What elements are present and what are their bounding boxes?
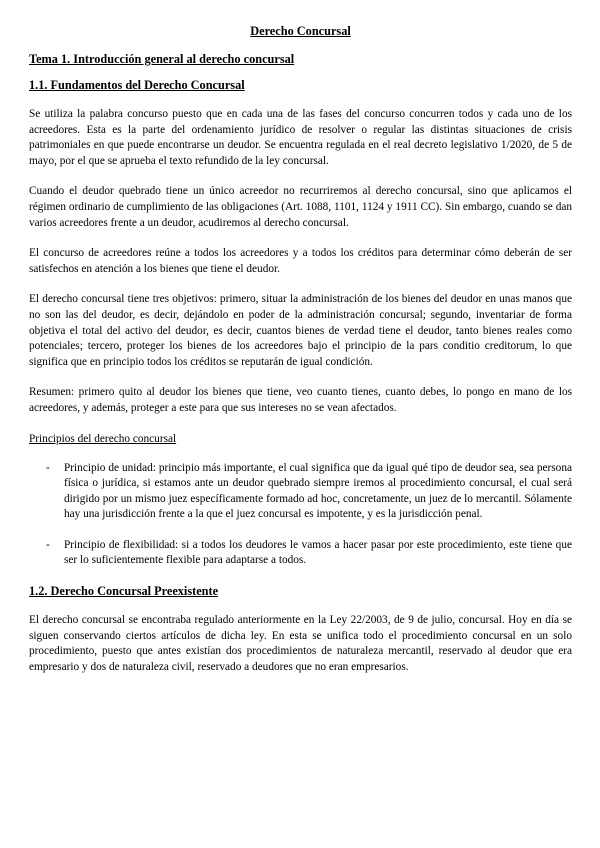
list-item bbox=[29, 461, 572, 523]
topic-heading: Tema 1. Introducción general al derecho concursal bbox=[29, 52, 295, 66]
document-title: Derecho Concursal bbox=[250, 24, 351, 38]
bullet-dash: - bbox=[46, 538, 50, 551]
section-2-heading: 1.2. Derecho Concursal Preexistente bbox=[29, 584, 219, 599]
principles-heading: Principios del derecho concursal bbox=[29, 432, 177, 445]
paragraph: El derecho concursal se encontraba regulado anteriormente en la Ley 22/2003, de 9 de julio, concursal. Hoy en día se siguen conservando ciertos artículos de dicha ley. En esta se unifica todo el procedimiento concursal en un solo procedimiento, puesto que antes existían dos procedimientos de naturaleza mercantil, reservado al deudor que era empresario y dos de naturaleza civil, reservado a deudores que no eran empresarios. bbox=[29, 614, 572, 673]
list-item bbox=[29, 538, 572, 569]
principles-list bbox=[29, 461, 572, 570]
paragraph: El concurso de acreedores reúne a todos los acreedores y a todos los créditos para determinar cómo deberán de ser satisfechos en atención a los bienes que tiene el deudor. bbox=[29, 247, 572, 275]
paragraph: Se utiliza la palabra concurso puesto que en cada una de las fases del concurso concurren todos y cada uno de los acreedores. Esta es la parte del ordenamiento jurídico de resolver o regular las distintas situaciones de crisis patrimoniales en que puede encontrarse un deudor. Se encuentra regulada en el real decreto legislativo 1/2020, de 5 de mayo, por el que se aprueba el texto refundido de la ley concursal. bbox=[29, 108, 572, 167]
paragraph: El derecho concursal tiene tres objetivos: primero, situar la administración de los bienes del deudor en unas manos que no son las del deudor, es decir, dejándolo en poder de la administración concursal; segundo, inventariar de forma objetiva el total del activo del deudor, es decir, cuantos bienes de verdad tiene el deudor, tanto bienes reales como potenciales; tercero, proteger los bienes de los acreedores bajo el principio de la pars conditio creditorum, lo que significa que en principio todos los créditos se reputarán de igual condición. bbox=[29, 293, 572, 368]
document-page bbox=[29, 24, 572, 690]
paragraph: Resumen: primero quito al deudor los bienes que tiene, veo cuanto tienes, cuanto debes, lo pongo en mano de los acreedores, y además, proteger a este para que sus intereses no se vean afectados. bbox=[29, 386, 572, 414]
principle-text: Principio de flexibilidad: si a todos los deudores le vamos a hacer pasar por este procedimiento, este tiene que ser lo suficientemente flexible para adaptarse a todos. bbox=[64, 538, 572, 567]
bullet-dash: - bbox=[46, 461, 50, 474]
principle-text: Principio de unidad: principio más importante, el cual significa que da igual qué tipo de deudor sea, sea persona física o jurídica, si estamos ante un deudor quebrado siempre iremos al procedimiento concursal, el cual será dirigido por un mismo juez específicamente formado ad hoc, concretamente, un juez de lo mercantil. Sólamente hay una jurisdicción frente a la que el juez concursal es impotente, y es la jurisdicción penal. bbox=[64, 461, 572, 521]
paragraph: Cuando el deudor quebrado tiene un único acreedor no recurriremos al derecho concursal, sino que aplicamos el régimen ordinario de cumplimiento de las obligaciones (Art. 1088, 1101, 1124 y 1911 CC). Sin embargo, cuando se dan varios acreedores frente a un deudor, acudiremos al derecho concursal. bbox=[29, 185, 572, 229]
section-1-heading: 1.1. Fundamentos del Derecho Concursal bbox=[29, 78, 245, 92]
